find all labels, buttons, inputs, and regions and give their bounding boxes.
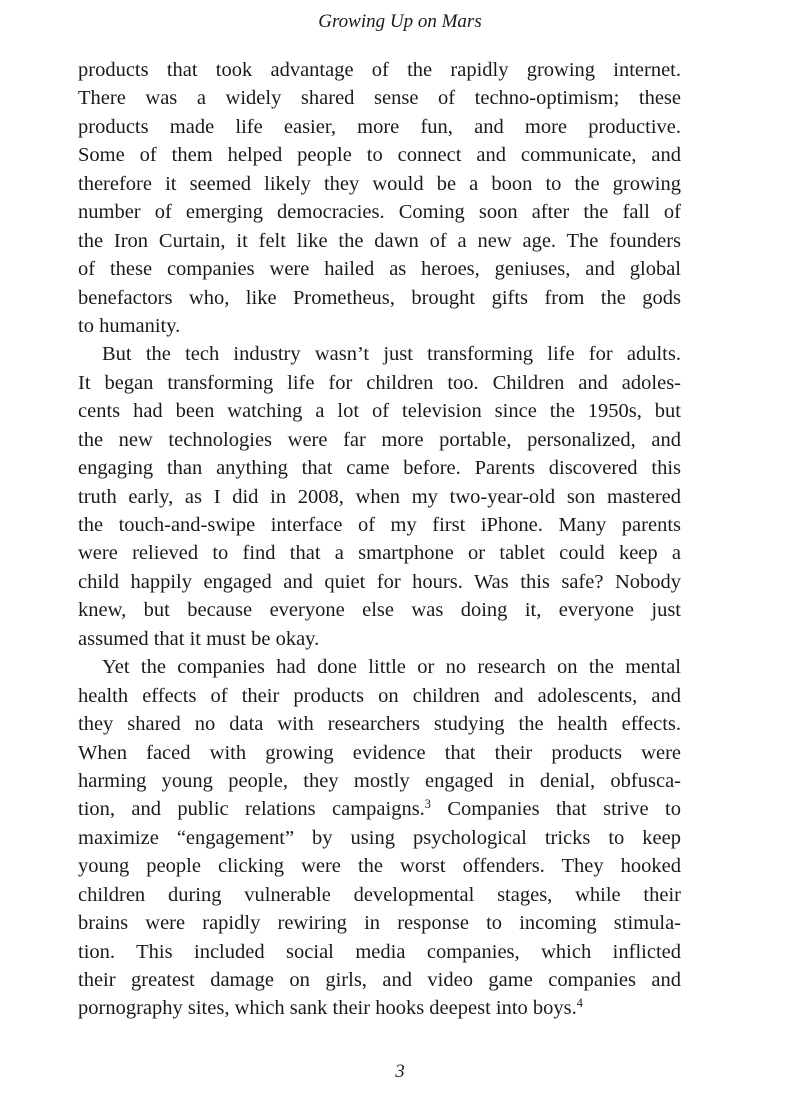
text-line: the new technologies were far more portable, personalized, and bbox=[78, 428, 681, 451]
text-line: engaging than anything that came before. Parents discovered this bbox=[78, 457, 681, 480]
footnote-reference: 4 bbox=[576, 996, 583, 1011]
text-line: maximize “engagement” by using psychological tricks to keep bbox=[78, 826, 681, 849]
text-line: knew, but because everyone else was doing it, everyone just bbox=[78, 599, 681, 622]
text-line: child happily engaged and quiet for hours. Was this safe? Nobody bbox=[78, 570, 681, 593]
text-fragment: tion, and public relations campaigns. bbox=[78, 798, 425, 821]
text-line: harming young people, they mostly engaged in denial, obfusca- bbox=[78, 769, 681, 792]
text-line: tion. This included social media companies, which inflicted bbox=[78, 940, 681, 963]
text-line bbox=[78, 994, 681, 1022]
text-line bbox=[78, 795, 681, 823]
page-number: 3 bbox=[395, 1061, 405, 1082]
text-line: therefore it seemed likely they would be a boon to the growing bbox=[78, 172, 681, 195]
text-line: cents had been watching a lot of television since the 1950s, but bbox=[78, 400, 681, 423]
text-fragment: Companies that strive to bbox=[430, 798, 681, 821]
text-line: products that took advantage of the rapidly growing internet. bbox=[78, 59, 681, 81]
text-line: of these companies were hailed as heroes, geniuses, and global bbox=[78, 258, 681, 281]
text-line: brains were rapidly rewiring in response to incoming stimula- bbox=[78, 912, 681, 935]
text-line: products made life easier, more fun, and more productive. bbox=[78, 115, 681, 138]
text-fragment: pornography sites, which sank their hooks deepest into boys. bbox=[78, 997, 577, 1020]
paragraph-2 bbox=[78, 340, 681, 653]
text-line: But the tech industry wasn’t just transforming life for adults. bbox=[102, 343, 681, 366]
text-line: were relieved to find that a smartphone or tablet could keep a bbox=[78, 542, 681, 565]
running-head: Growing Up on Mars bbox=[318, 11, 482, 32]
text-line: Yet the companies had done little or no research on the mental bbox=[102, 656, 681, 679]
body-text bbox=[78, 56, 681, 1023]
footnote-reference: 3 bbox=[424, 797, 431, 811]
text-line: assumed that it must be okay. bbox=[78, 627, 320, 650]
text-line: the touch-and-swipe interface of my first iPhone. Many parents bbox=[78, 514, 681, 536]
paragraph-3 bbox=[78, 653, 681, 1023]
text-line: benefactors who, like Prometheus, brought gifts from the gods bbox=[78, 286, 681, 309]
text-line: health effects of their products on children and adolescents, and bbox=[78, 684, 681, 707]
text-line: young people clicking were the worst offenders. They hooked bbox=[78, 855, 681, 878]
text-line: their greatest damage on girls, and video game companies and bbox=[78, 969, 681, 991]
text-line: the Iron Curtain, it felt like the dawn of a new age. The founders bbox=[78, 229, 681, 252]
paragraph-1 bbox=[78, 56, 681, 340]
text-line: number of emerging democracies. Coming soon after the fall of bbox=[78, 201, 681, 224]
text-line: Some of them helped people to connect and communicate, and bbox=[78, 144, 681, 167]
text-line: It began transforming life for children too. Children and adoles- bbox=[78, 371, 681, 394]
text-line: to humanity. bbox=[78, 314, 181, 337]
text-line: children during vulnerable developmental stages, while their bbox=[78, 883, 681, 906]
text-line: they shared no data with researchers studying the health effects. bbox=[78, 713, 681, 736]
text-line: When faced with growing evidence that their products were bbox=[78, 741, 681, 764]
text-line: truth early, as I did in 2008, when my two-year-old son mastered bbox=[78, 485, 681, 508]
text-line: There was a widely shared sense of techno-optimism; these bbox=[78, 87, 681, 110]
